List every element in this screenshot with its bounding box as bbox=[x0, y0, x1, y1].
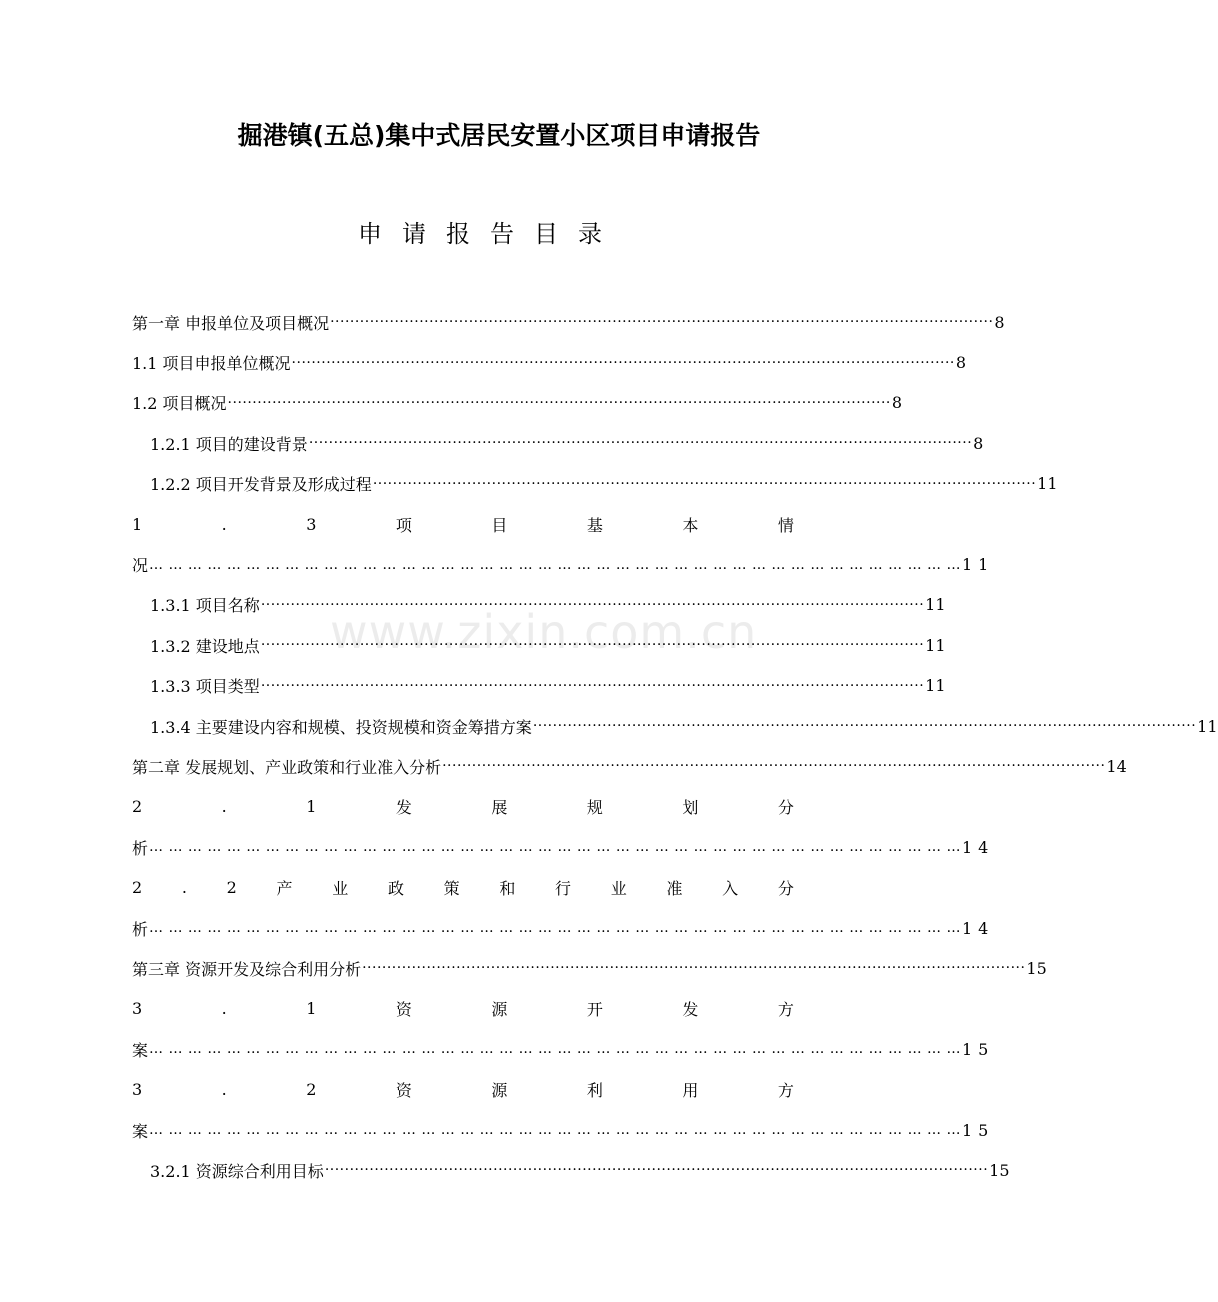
toc-entry-label: 第三章 资源开发及综合利用分析 bbox=[132, 959, 362, 979]
toc-page-number: 11 bbox=[925, 676, 946, 696]
toc-entry-char: 规 bbox=[586, 798, 603, 818]
toc-entry[interactable] bbox=[132, 706, 1218, 746]
toc-entry-char: 策 bbox=[443, 879, 460, 899]
toc-entry-char: 发 bbox=[395, 798, 412, 818]
toc-entry-char: 用 bbox=[682, 1081, 699, 1101]
toc-entry[interactable] bbox=[132, 544, 995, 584]
toc-entry-char: 1 bbox=[306, 797, 317, 817]
toc-entry[interactable] bbox=[132, 423, 984, 463]
toc-entry-label: 析 bbox=[132, 919, 149, 939]
toc-entry-char: 2 bbox=[132, 797, 143, 817]
toc-entry-line[interactable] bbox=[132, 867, 794, 907]
toc-entry[interactable] bbox=[132, 383, 903, 423]
toc-page-number: 15 bbox=[989, 1160, 1010, 1180]
toc-entry-char: 划 bbox=[682, 798, 699, 818]
toc-entry[interactable] bbox=[132, 585, 946, 625]
toc-entry-char: . bbox=[181, 878, 187, 898]
toc-leader-dots bbox=[373, 476, 1036, 492]
toc-entry-char: 项 bbox=[395, 515, 412, 535]
toc-entry-label: 1.3.2 建设地点 bbox=[150, 636, 260, 656]
toc-entry-char: 3 bbox=[306, 514, 317, 534]
toc-entry[interactable] bbox=[132, 948, 1047, 988]
toc-leader-dots bbox=[261, 597, 924, 613]
toc-page-number: 11 bbox=[925, 595, 946, 615]
toc-entry-char: 目 bbox=[491, 515, 508, 535]
toc-entry-label: 1.3.4 主要建设内容和规模、投资规模和资金筹措方案 bbox=[150, 717, 532, 737]
toc-leader-dots bbox=[309, 435, 972, 451]
toc-entry-char: 源 bbox=[491, 1000, 508, 1020]
toc-leader-dots bbox=[292, 355, 955, 371]
toc-leader-dots bbox=[261, 678, 924, 694]
toc-entry-char: 资 bbox=[395, 1081, 412, 1101]
toc-entry-char: 发 bbox=[682, 1000, 699, 1020]
toc-entry-label: 1.3.3 项目类型 bbox=[150, 677, 260, 697]
toc-entry-char: 源 bbox=[491, 1081, 508, 1101]
toc-leader-dots bbox=[362, 960, 1025, 976]
toc-entry-label: 1.1 项目申报单位概况 bbox=[132, 354, 291, 374]
toc-entry-label: 案 bbox=[132, 1121, 149, 1141]
toc-leader-dots bbox=[325, 1162, 988, 1178]
toc-entry-char: 2 bbox=[306, 1080, 317, 1100]
toc-leader-dots bbox=[149, 1041, 961, 1057]
toc-entry-char: 1 bbox=[132, 514, 143, 534]
toc-entry-line[interactable] bbox=[132, 787, 794, 827]
toc-entry[interactable] bbox=[132, 342, 967, 382]
toc-entry-label: 析 bbox=[132, 838, 149, 858]
toc-page-number: 8 bbox=[955, 353, 967, 373]
document-title: 掘港镇(五总)集中式居民安置小区项目申请报告 bbox=[237, 121, 761, 150]
toc-entry-char: 3 bbox=[132, 1080, 143, 1100]
toc-entry[interactable] bbox=[132, 1150, 1010, 1190]
toc-entry[interactable] bbox=[132, 666, 946, 706]
toc-page-number: 15 bbox=[961, 1120, 995, 1140]
toc-page-number: 11 bbox=[925, 635, 946, 655]
toc-heading: 申请报告目录 bbox=[358, 220, 622, 248]
toc-entry-char: 业 bbox=[332, 879, 349, 899]
toc-entry-char: 和 bbox=[499, 879, 516, 899]
toc-leader-dots bbox=[149, 1122, 961, 1138]
toc-entry[interactable] bbox=[132, 746, 1127, 786]
toc-entry[interactable] bbox=[132, 827, 995, 867]
toc-page-number: 8 bbox=[891, 393, 903, 413]
toc-entry-char: 行 bbox=[555, 879, 572, 899]
toc-entry-char: 产 bbox=[276, 879, 293, 899]
toc-entry-char: 方 bbox=[777, 1000, 794, 1020]
toc-leader-dots bbox=[330, 314, 993, 330]
toc-entry-char: 情 bbox=[777, 515, 794, 535]
toc-entry-char: 分 bbox=[777, 879, 794, 899]
toc-entry-label: 1.2.1 项目的建设背景 bbox=[150, 434, 308, 454]
toc-entry-char: 开 bbox=[586, 1000, 603, 1020]
toc-page-number: 11 bbox=[1037, 474, 1058, 494]
toc-entry-char: . bbox=[221, 797, 227, 817]
toc-leader-dots bbox=[149, 557, 961, 573]
toc-page-number: 15 bbox=[961, 1039, 995, 1059]
toc-page-number: 14 bbox=[961, 918, 995, 938]
toc-entry-label: 况 bbox=[132, 556, 149, 576]
toc-entry-line[interactable] bbox=[132, 504, 794, 544]
toc-entry-line[interactable] bbox=[132, 989, 794, 1029]
toc-entry-label: 案 bbox=[132, 1040, 149, 1060]
toc-leader-dots bbox=[442, 758, 1105, 774]
toc-entry-char: 本 bbox=[682, 515, 699, 535]
toc-entry-char: 2 bbox=[132, 878, 143, 898]
toc-entry-char: 基 bbox=[586, 515, 603, 535]
toc-entry-label: 第二章 发展规划、产业政策和行业准入分析 bbox=[132, 757, 442, 777]
table-of-contents bbox=[132, 302, 1218, 1191]
toc-entry-char: 业 bbox=[610, 879, 627, 899]
toc-leader-dots bbox=[261, 637, 924, 653]
toc-entry-char: 利 bbox=[586, 1081, 603, 1101]
toc-entry[interactable] bbox=[132, 464, 1058, 504]
toc-entry-char: 准 bbox=[666, 879, 683, 899]
toc-entry-label: 1.2.2 项目开发背景及形成过程 bbox=[150, 475, 372, 495]
watermark: www.zixin.com.cn bbox=[330, 605, 758, 659]
toc-page-number: 11 bbox=[1197, 716, 1218, 736]
toc-entry-char: . bbox=[221, 1080, 227, 1100]
toc-page-number: 14 bbox=[961, 837, 995, 857]
toc-entry-char: 2 bbox=[226, 878, 237, 898]
toc-entry-label: 1.2 项目概况 bbox=[132, 394, 227, 414]
toc-entry-label: 第一章 申报单位及项目概况 bbox=[132, 313, 330, 333]
toc-leader-dots bbox=[228, 395, 891, 411]
toc-entry[interactable] bbox=[132, 908, 995, 948]
toc-page-number: 8 bbox=[994, 312, 1005, 332]
toc-entry[interactable] bbox=[132, 625, 946, 665]
toc-entry-char: 资 bbox=[395, 1000, 412, 1020]
toc-entry-label: 3.2.1 资源综合利用目标 bbox=[150, 1161, 324, 1181]
toc-page-number: 11 bbox=[961, 555, 995, 575]
toc-entry-line[interactable] bbox=[132, 1069, 794, 1109]
toc-entry-char: 入 bbox=[722, 879, 739, 899]
toc-page-number: 14 bbox=[1106, 756, 1127, 776]
toc-leader-dots bbox=[533, 718, 1196, 734]
toc-entry-char: 方 bbox=[777, 1081, 794, 1101]
toc-entry-char: 3 bbox=[132, 999, 143, 1019]
toc-entry-char: 1 bbox=[306, 999, 317, 1019]
toc-entry-char: . bbox=[221, 999, 227, 1019]
toc-entry-char: . bbox=[221, 514, 227, 534]
toc-entry[interactable] bbox=[132, 1029, 995, 1069]
toc-page-number: 15 bbox=[1026, 958, 1047, 978]
toc-entry[interactable] bbox=[132, 302, 1005, 342]
toc-entry-char: 展 bbox=[491, 798, 508, 818]
toc-entry[interactable] bbox=[132, 1110, 995, 1150]
toc-page-number: 8 bbox=[973, 433, 984, 453]
toc-entry-label: 1.3.1 项目名称 bbox=[150, 596, 260, 616]
toc-leader-dots bbox=[149, 920, 961, 936]
toc-entry-char: 政 bbox=[387, 879, 404, 899]
toc-leader-dots bbox=[149, 839, 961, 855]
toc-entry-char: 分 bbox=[777, 798, 794, 818]
